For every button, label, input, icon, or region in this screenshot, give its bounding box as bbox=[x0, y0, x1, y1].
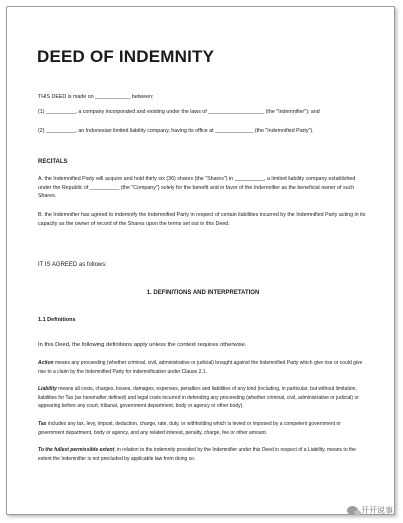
section-1-heading: 1. DEFINITIONS AND INTERPRETATION bbox=[146, 290, 260, 296]
definition-liability bbox=[38, 385, 368, 411]
definition-tax-text: includes any tax, levy, impost, deduction, charge, rate, duty, or withholding which is levied or imposed by a competent government or government department, body or agency, and any related interest, penalty, charge, fee or other amount. bbox=[38, 421, 341, 436]
section-1-1-heading: 1.1 Definitions bbox=[38, 317, 76, 323]
watermark bbox=[347, 505, 393, 516]
definition-fullest-extent bbox=[38, 446, 368, 463]
recitals-heading: RECITALS bbox=[38, 159, 68, 165]
deed-intro: THIS DEED is made on ____________ between: bbox=[38, 94, 154, 100]
definition-tax-term: Tax bbox=[38, 421, 47, 427]
wechat-icon bbox=[347, 506, 358, 515]
definition-action bbox=[38, 359, 368, 376]
document-title: DEED OF INDEMNITY bbox=[37, 47, 215, 66]
definition-fullest-term: To the fullest permissible extent bbox=[38, 447, 115, 453]
document-page bbox=[6, 6, 395, 515]
definition-tax bbox=[38, 420, 368, 437]
definition-liability-text: means all costs, charges, losses, damages, expenses, penalties and liabilities of any kind (including, in particular, but without limitation, liabilities for Tax (as hereinafter defined) and legal costs incurred in defending any proceeding (whether criminal, civil, administrative or judicial) or appearing before any court, tribunal, government department, body or agency or other body). bbox=[38, 386, 359, 410]
definition-action-text: means any proceeding (whether criminal, civil, administrative or judicial) brought against the Indemnified Party which give rise or could give rise to a claim by the Indemnified Party for indemnification under Clause 2.1. bbox=[38, 360, 363, 375]
party-one: (1) __________, a company incorporated and existing under the laws of ___________________ (the "Indemnifier"); and bbox=[38, 109, 320, 115]
agreed-clause: IT IS AGREED as follows: bbox=[38, 262, 107, 268]
party-two: (2) __________, an Indonesian limited liability company, having its office at _____________ (the "Indemnified Party"). bbox=[38, 128, 314, 134]
definitions-intro: In this Deed, the following definitions apply unless the context requires otherwise. bbox=[38, 342, 247, 348]
definition-liability-term: Liability bbox=[38, 386, 57, 392]
recital-a: A. the Indemnified Party will acquire and hold thirty six (36) shares (the "Shares") in __________, a limited liability company established under the Republic of __________ (the "Company") solely for the benefit and in favor of the Indemnifier as the beneficial owner of such Shares. bbox=[38, 176, 356, 200]
recital-b: B. the Indemnifier has agreed to indemnify the Indemnified Party in respect of certain liabilities incurred by the Indemnified Party acting in its capacity as the owner of record of the Shares upon the terms set out in this Deed. bbox=[38, 212, 366, 227]
definition-fullest-text: , in relation to the indemnity provided by the Indemnifier under this Deed in respect of a Liability, means to the extent the Indemnifier is not precluded by applicable law from doing so. bbox=[38, 447, 356, 462]
watermark-text: 开开说事 bbox=[361, 506, 393, 515]
definition-action-term: Action bbox=[38, 360, 54, 366]
